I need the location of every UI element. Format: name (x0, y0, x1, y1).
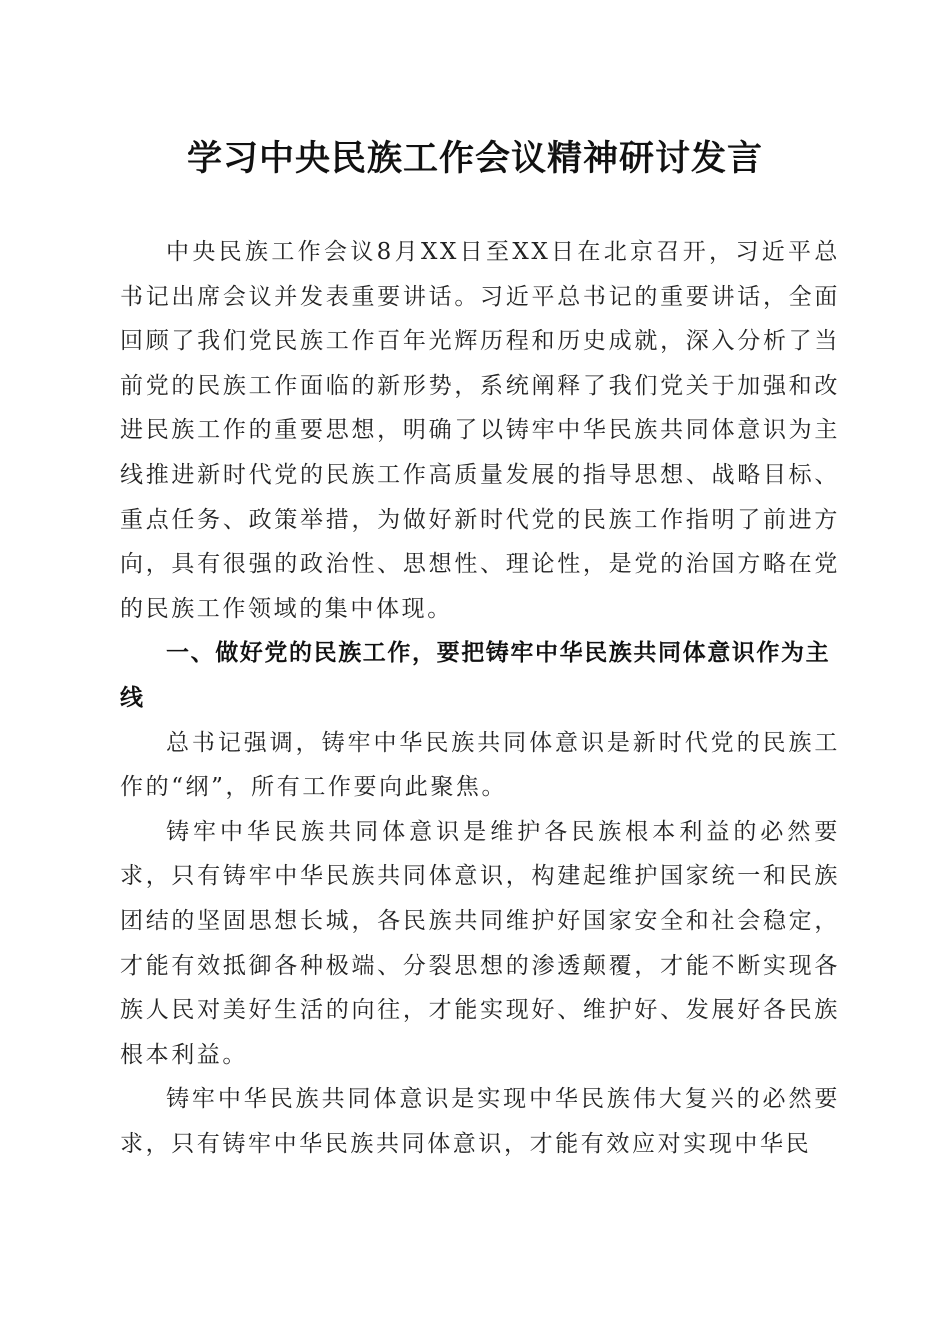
intro-paragraph: 中央民族工作会议8月XX日至XX日在北京召开，习近平总书记出席会议并发表重要讲话。习近平总书记的重要讲话，全面回顾了我们党民族工作百年光辉历程和历史成就，深入分析了当前党的民族工作面临的新形势，系统阐释了我们党关于加强和改进民族工作的重要思想，明确了以铸牢中华民族共同体意识为主线推进新时代党的民族工作高质量发展的指导思想、战略目标、重点任务、政策举措，为做好新时代党的民族工作指明了前进方向，具有很强的政治性、思想性、理论性，是党的治国方略在党的民族工作领域的集中体现。 (120, 239, 840, 622)
document-title: 学习中央民族工作会议精神研讨发言 (186, 138, 763, 179)
document-body (120, 230, 840, 1166)
section-heading-1: 一、做好党的民族工作，要把铸牢中华民族共同体意识作为主线 (120, 640, 831, 711)
body-paragraph: 总书记强调，铸牢中华民族共同体意识是新时代党的民族工作的“纲”，所有工作要向此聚焦。 (120, 729, 840, 801)
body-paragraph: 铸牢中华民族共同体意识是实现中华民族伟大复兴的必然要求，只有铸牢中华民族共同体意识，才能有效应对实现中华民 (120, 1086, 840, 1157)
body-paragraph: 铸牢中华民族共同体意识是维护各民族根本利益的必然要求，只有铸牢中华民族共同体意识，构建起维护国家统一和民族团结的坚固思想长城，各民族共同维护好国家安全和社会稳定，才能有效抵御各种极端、分裂思想的渗透颠覆，才能不断实现各族人民对美好生活的向往，才能实现好、维护好、发展好各民族根本利益。 (120, 818, 840, 1068)
